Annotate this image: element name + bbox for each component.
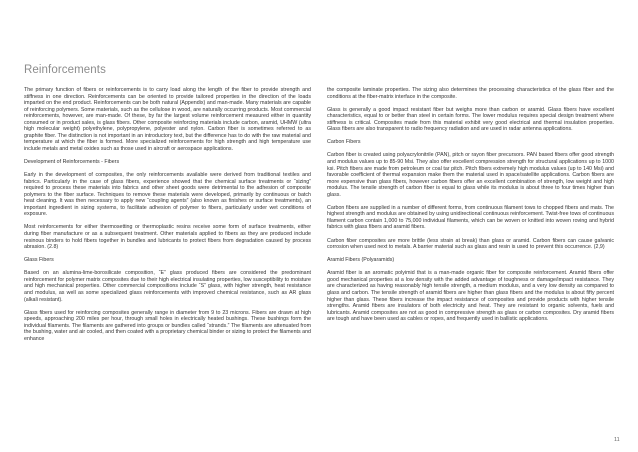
paragraph: Early in the development of composites, the only reinforcements available were derived from traditional textiles and fabrics. Particularly in the case of glass fibers, experience showed that the chemical surface treatments or “sizing” required to process these materials into fabrics and other sheet goods were detrimental to the adhesion of composite polymers to the fiber surface. Techniques to remove these materials were developed, primarily by continuous or batch heat cleaning. It was then necessary to apply new “coupling agents” (also known as finishes or surface treatments), an important ingredient in sizing systems, to facilitate adhesion of polymer to fibers, particularly under wet conditions of exposure. — [24, 172, 311, 218]
paragraph: Glass fibers used for reinforcing composites generally range in diameter from 9 to 23 microns. Fibers are drawn at high speeds, approaching 200 miles per hour, through small holes in electrically heated bushings. These bushings form the individual filaments. The filaments are gathered into groups or bundles called “strands.” The filaments are attenuated from the bushing, water and air cooled, and then coated with a proprietary chemical binder or sizing to protect the filaments and enhance — [24, 309, 311, 342]
page-title: Reinforcements — [24, 64, 106, 76]
paragraph: Glass is generally a good impact resistant fiber but weighs more than carbon or aramid. Glass fibers have excellent characteristics, equal to or better than steel in certain forms. The lower modulus requires special design treatment where stiffness is critical. Composites made from this material exhibit very good electrical and thermal insulation properties. Glass fibers are also transparent to radio frequency radiation and are used in radar antenna applications. — [327, 106, 614, 133]
section-heading: Carbon Fibers — [327, 139, 361, 146]
paragraph: Aramid fiber is an aromatic polyimid that is a man-made organic fiber for composite reinforcement. Aramid fibers offer good mechanical properties at a low density with the added advantage of toughness or damage/impact resistance. They are characterized as having reasonably high tensile strength, a medium modulus, and a very low density as compared to glass and carbon. The tensile strength of aramid fibers are higher than glass fibers and the modulus is about fifty percent higher than glass. These fibers increase the impact resistance of composites and provide products with higher tensile strengths. Aramid fibers are insulators of both electricity and heat. They are resistant to organic solvents, fuels and lubricants. Aramid composites are not as good in compressive strength as glass or carbon composites. Dry aramid fibers are tough and have been used as cables or ropes, and frequently used in ballistic applications. — [327, 270, 614, 323]
right-text-column — [327, 87, 614, 329]
paragraph: Carbon fibers are supplied in a number of different forms, from continuous filament tows to chopped fibers and mats. The highest strength and modulus are obtained by using unidirectional continuous reinforcement. Twist-free tows of continuous filament carbon contain 1,000 to 75,000 individual filaments, which can be woven or knitted into woven roving and hybrid fabrics with glass fibers and aramid fibers. — [327, 204, 614, 231]
paragraph: The primary function of fibers or reinforcements is to carry load along the length of the fiber to provide strength and stiffness in one direction. Reinforcements can be oriented to provide tailored properties in the direction of the loads imparted on the end product. Reinforcements can be both natural (Appendix) and man-made. Many materials are capable of reinforcing polymers. Some materials, such as the cellulose in wood, are naturally occurring products. Most commercial reinforcements, however, are man-made. Of these, by far the largest volume reinforcement measured either in quantity consumed or in product sales, is glass fibers. Other composite reinforcing materials include carbon, aramid, UHMW (ultra high molecular weight) polyethylene, polypropylene, polyester and nylon. Carbon fiber is sometimes referred to as graphite fiber. The distinction is not important in an introductory text, but the difference has to do with the raw material and temperature at which the fiber is formed. More specialized reinforcements for high strength and high temperature use include metals and metal oxides such as those used in aircraft or aerospace applications. — [24, 87, 311, 152]
paragraph: the composite laminate properties. The sizing also determines the processing characteristics of the glass fiber and the conditions at the fiber-matrix interface in the composite. — [327, 87, 614, 100]
page-number: 11 — [614, 437, 620, 443]
paragraph: Based on an alumina-lime-borosilicate composition, “E” glass produced fibers are considered the predominant reinforcement for polymer matrix composites due to their high electrical insulating properties, low susceptibility to moisture and high mechanical properties. Other commercial compositions include “S” glass, with higher strength, heat resistance and modulus, as well as some specialized glass reinforcements with improved chemical resistance, such as AR glass (alkali resistant). — [24, 270, 311, 303]
paragraph: Carbon fiber composites are more brittle (less strain at break) than glass or aramid. Carbon fibers can cause galvanic corrosion when used next to metals. A barrier material such as glass and resin is used to prevent this occurrence. (2,9) — [327, 237, 614, 251]
left-text-column — [24, 87, 311, 349]
section-heading: Glass Fibers — [24, 257, 54, 264]
section-heading: Aramid Fibers (Polyaramids) — [327, 257, 395, 264]
paragraph: Carbon fiber is created using polyacrylonitrile (PAN), pitch or rayon fiber precursors. PAN based fibers offer good strength and modulus values up to 85-90 Msi. They also offer excellent compression strength for structural applications up to 1000 ksi. Pitch fibers are made from petroleum or coal tar pitch. Pitch fibers extremely high modulus values (up to 140 Msi) and favorable coefficient of thermal expansion make them the material used in space/satellite applications. Carbon fibers are more expensive than glass fibers, however carbon fibers offer an excellent combination of strength, low weight and high modulus. The tensile strength of carbon fiber is equal to glass while its modulus is about three to four times higher than glass. — [327, 152, 614, 198]
paragraph: Most reinforcements for either thermosetting or thermoplastic resins receive some form of surface treatments, either during fiber manufacture or as a subsequent treatment. Other materials applied to fibers as they are produced include resinous binders to hold fibers together in bundles and lubricants to protect fibers from degradation caused by process abrasion. (2.8) — [24, 224, 311, 251]
section-heading: Development of Reinforcements - Fibers — [24, 159, 120, 166]
